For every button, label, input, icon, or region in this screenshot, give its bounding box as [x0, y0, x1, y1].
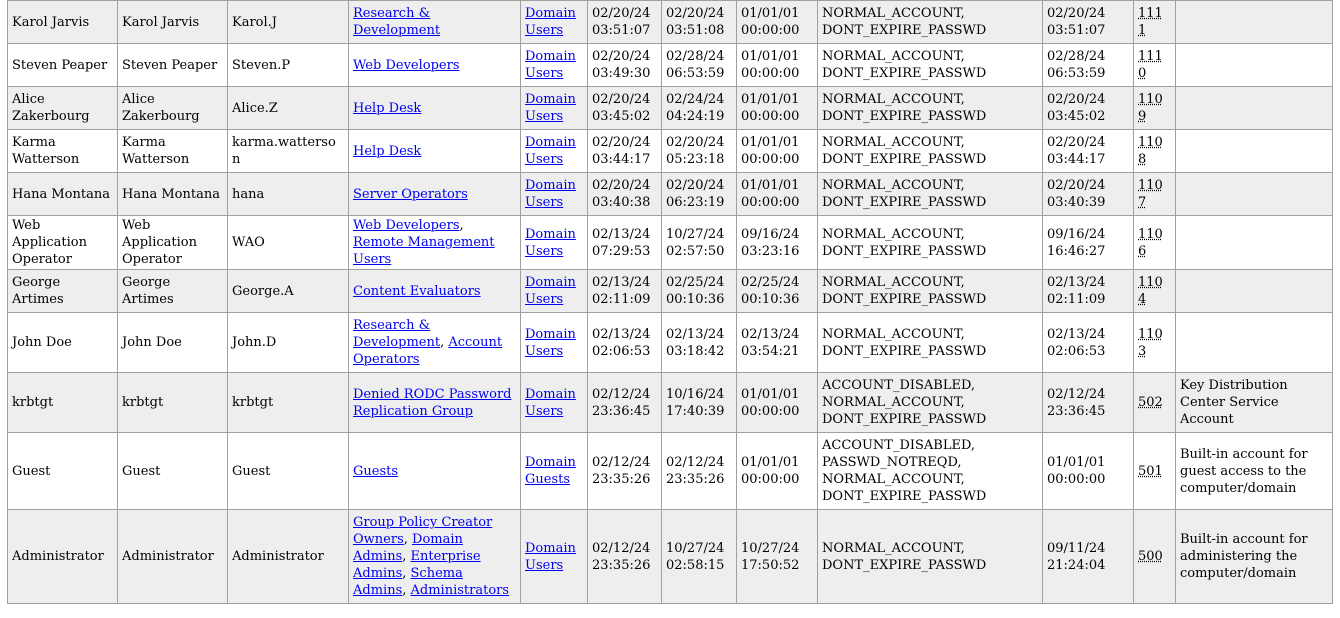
group-link[interactable]: Help Desk [353, 100, 422, 116]
cell-member-of [349, 373, 521, 433]
cell-created: 02/20/24 03:44:17 [588, 130, 662, 173]
primary-group-link[interactable]: Domain Users [525, 49, 576, 81]
cell-pwd-last-set: 02/20/24 03:45:02 [1043, 87, 1134, 130]
cell-changed: 02/24/24 04:24:19 [662, 87, 737, 130]
cell-samaccountname: John.D [228, 313, 349, 373]
cell-pwd-last-set: 09/16/24 16:46:27 [1043, 216, 1134, 270]
cell-last-logon: 01/01/01 00:00:00 [737, 173, 818, 216]
table-row [8, 1, 1333, 44]
cell-cn: Web Application Operator [8, 216, 118, 270]
cell-rid [1134, 130, 1176, 173]
rid-value: 501 [1138, 463, 1163, 479]
cell-description [1176, 130, 1333, 173]
cell-pwd-last-set: 02/28/24 06:53:59 [1043, 44, 1134, 87]
cell-primary-group [521, 433, 588, 510]
cell-member-of: Web Developers, Remote Management Users [349, 216, 521, 270]
cell-samaccountname: hana [228, 173, 349, 216]
rid-value: 500 [1138, 549, 1163, 564]
cell-pwd-last-set: 02/13/24 02:11:09 [1043, 270, 1134, 313]
cell-name: Steven Peaper [118, 44, 228, 87]
rid-value: 1108 [1138, 135, 1163, 167]
cell-primary-group [521, 87, 588, 130]
cell-cn: Guest [8, 433, 118, 510]
cell-samaccountname: Alice.Z [228, 87, 349, 130]
rid-value: 1107 [1138, 178, 1163, 210]
cell-primary-group [521, 373, 588, 433]
cell-member-of [349, 270, 521, 313]
group-link[interactable]: Enterprise Admins [353, 549, 481, 581]
cell-member-of: Group Policy Creator Owners, Domain Admins, Enterprise Admins, Schema Admins, Administrators [349, 510, 521, 604]
cell-flags: ACCOUNT_DISABLED, NORMAL_ACCOUNT, DONT_EXPIRE_PASSWD [818, 373, 1043, 433]
cell-member-of [349, 44, 521, 87]
primary-group-link[interactable]: Domain Users [525, 135, 576, 167]
cell-name: Guest [118, 433, 228, 510]
cell-flags: NORMAL_ACCOUNT, DONT_EXPIRE_PASSWD [818, 1, 1043, 44]
cell-changed: 10/27/24 02:57:50 [662, 216, 737, 270]
cell-primary-group [521, 313, 588, 373]
cell-last-logon: 01/01/01 00:00:00 [737, 87, 818, 130]
cell-description [1176, 44, 1333, 87]
cell-rid [1134, 270, 1176, 313]
cell-cn: Karma Watterson [8, 130, 118, 173]
cell-name: Karol Jarvis [118, 1, 228, 44]
cell-created: 02/12/24 23:35:26 [588, 433, 662, 510]
cell-created: 02/12/24 23:36:45 [588, 373, 662, 433]
group-link[interactable]: Help Desk [353, 143, 422, 159]
primary-group-link[interactable]: Domain Users [525, 275, 576, 307]
cell-changed: 02/20/24 05:23:18 [662, 130, 737, 173]
table-row [8, 216, 1333, 270]
primary-group-link[interactable]: Domain Users [525, 326, 576, 359]
cell-created: 02/13/24 07:29:53 [588, 216, 662, 270]
domain-users-table [7, 0, 1333, 604]
cell-description [1176, 313, 1333, 373]
cell-name: Administrator [118, 510, 228, 604]
cell-rid [1134, 313, 1176, 373]
group-link[interactable]: Remote Management Users [353, 235, 495, 267]
cell-last-logon: 01/01/01 00:00:00 [737, 433, 818, 510]
cell-last-logon: 01/01/01 00:00:00 [737, 1, 818, 44]
cell-rid [1134, 44, 1176, 87]
cell-primary-group [521, 510, 588, 604]
cell-pwd-last-set: 02/20/24 03:44:17 [1043, 130, 1134, 173]
cell-primary-group [521, 130, 588, 173]
cell-rid [1134, 173, 1176, 216]
rid-value: 1110 [1138, 49, 1163, 81]
cell-rid [1134, 373, 1176, 433]
cell-changed: 02/25/24 00:10:36 [662, 270, 737, 313]
cell-primary-group [521, 216, 588, 270]
cell-created: 02/13/24 02:11:09 [588, 270, 662, 313]
table-row [8, 270, 1333, 313]
rid-value: 502 [1138, 395, 1163, 410]
table-row [8, 510, 1333, 604]
group-link[interactable]: Schema Admins [353, 566, 463, 598]
cell-samaccountname: Karol.J [228, 1, 349, 44]
cell-description [1176, 87, 1333, 130]
cell-member-of [349, 433, 521, 510]
cell-last-logon: 01/01/01 00:00:00 [737, 44, 818, 87]
table-body [8, 1, 1333, 604]
cell-pwd-last-set: 02/13/24 02:06:53 [1043, 313, 1134, 373]
primary-group-link[interactable]: Domain Guests [525, 455, 576, 487]
cell-cn: John Doe [8, 313, 118, 373]
cell-pwd-last-set: 02/12/24 23:36:45 [1043, 373, 1134, 433]
group-link[interactable]: Administrators [410, 583, 510, 598]
cell-cn: krbtgt [8, 373, 118, 433]
cell-cn: Alice Zakerbourg [8, 87, 118, 130]
cell-flags: ACCOUNT_DISABLED, PASSWD_NOTREQD, NORMAL_ACCOUNT, DONT_EXPIRE_PASSWD [818, 433, 1043, 510]
cell-last-logon: 01/01/01 00:00:00 [737, 373, 818, 433]
cell-pwd-last-set: 09/11/24 21:24:04 [1043, 510, 1134, 604]
cell-rid [1134, 510, 1176, 604]
cell-samaccountname: krbtgt [228, 373, 349, 433]
primary-group-link[interactable]: Domain Users [525, 540, 576, 573]
cell-description [1176, 1, 1333, 44]
rid-value: 1104 [1138, 275, 1163, 307]
cell-samaccountname: karma.watterson [228, 130, 349, 173]
cell-rid [1134, 87, 1176, 130]
cell-flags: NORMAL_ACCOUNT, DONT_EXPIRE_PASSWD [818, 216, 1043, 270]
cell-changed: 02/12/24 23:35:26 [662, 433, 737, 510]
group-link[interactable]: Server Operators [353, 186, 468, 202]
group-link[interactable]: Denied RODC Password Replication Group [353, 386, 512, 419]
cell-member-of [349, 130, 521, 173]
cell-pwd-last-set: 01/01/01 00:00:00 [1043, 433, 1134, 510]
cell-last-logon: 02/13/24 03:54:21 [737, 313, 818, 373]
cell-created: 02/20/24 03:51:07 [588, 1, 662, 44]
cell-member-of [349, 1, 521, 44]
cell-cn: Administrator [8, 510, 118, 604]
cell-cn: George Artimes [8, 270, 118, 313]
cell-samaccountname: Steven.P [228, 44, 349, 87]
cell-description [1176, 216, 1333, 270]
cell-changed: 10/16/24 17:40:39 [662, 373, 737, 433]
group-link[interactable]: Domain Admins [353, 532, 463, 564]
cell-rid [1134, 433, 1176, 510]
cell-pwd-last-set: 02/20/24 03:51:07 [1043, 1, 1134, 44]
cell-description [1176, 270, 1333, 313]
group-link[interactable]: Content Evaluators [353, 283, 481, 299]
rid-value: 1106 [1138, 226, 1163, 259]
primary-group-link[interactable]: Domain Users [525, 178, 576, 210]
cell-flags: NORMAL_ACCOUNT, DONT_EXPIRE_PASSWD [818, 270, 1043, 313]
cell-description: Key Distribution Center Service Account [1176, 373, 1333, 433]
cell-samaccountname: WAO [228, 216, 349, 270]
table-row [8, 373, 1333, 433]
cell-flags: NORMAL_ACCOUNT, DONT_EXPIRE_PASSWD [818, 87, 1043, 130]
table-row [8, 433, 1333, 510]
cell-flags: NORMAL_ACCOUNT, DONT_EXPIRE_PASSWD [818, 130, 1043, 173]
cell-cn: Karol Jarvis [8, 1, 118, 44]
cell-changed: 02/28/24 06:53:59 [662, 44, 737, 87]
cell-name: John Doe [118, 313, 228, 373]
cell-samaccountname: George.A [228, 270, 349, 313]
group-link[interactable]: Web Developers [353, 57, 460, 73]
cell-changed: 02/13/24 03:18:42 [662, 313, 737, 373]
primary-group-link[interactable]: Domain Users [525, 92, 576, 124]
cell-flags: NORMAL_ACCOUNT, DONT_EXPIRE_PASSWD [818, 173, 1043, 216]
group-link[interactable]: Guests [353, 463, 399, 479]
cell-changed: 02/20/24 03:51:08 [662, 1, 737, 44]
primary-group-link[interactable]: Domain Users [525, 6, 576, 38]
cell-name: krbtgt [118, 373, 228, 433]
cell-created: 02/20/24 03:49:30 [588, 44, 662, 87]
cell-last-logon: 10/27/24 17:50:52 [737, 510, 818, 604]
rid-value: 1111 [1138, 6, 1163, 38]
cell-rid [1134, 216, 1176, 270]
cell-member-of: Research & Development, Account Operators [349, 313, 521, 373]
group-link[interactable]: Group Policy Creator Owners [353, 515, 493, 547]
table-row [8, 44, 1333, 87]
cell-changed: 10/27/24 02:58:15 [662, 510, 737, 604]
cell-primary-group [521, 173, 588, 216]
cell-created: 02/20/24 03:40:38 [588, 173, 662, 216]
cell-rid [1134, 1, 1176, 44]
cell-description [1176, 173, 1333, 216]
table-row [8, 313, 1333, 373]
cell-samaccountname: Administrator [228, 510, 349, 604]
group-link[interactable]: Research & Development [353, 318, 441, 350]
cell-created: 02/12/24 23:35:26 [588, 510, 662, 604]
table-row [8, 173, 1333, 216]
rid-value: 1109 [1138, 92, 1163, 124]
cell-name: George Artimes [118, 270, 228, 313]
cell-flags: NORMAL_ACCOUNT, DONT_EXPIRE_PASSWD [818, 510, 1043, 604]
cell-name: Web Application Operator [118, 216, 228, 270]
group-link[interactable]: Web Developers [353, 218, 460, 233]
cell-created: 02/20/24 03:45:02 [588, 87, 662, 130]
cell-description: Built-in account for administering the computer/domain [1176, 510, 1333, 604]
primary-group-link[interactable]: Domain Users [525, 386, 576, 419]
cell-flags: NORMAL_ACCOUNT, DONT_EXPIRE_PASSWD [818, 44, 1043, 87]
cell-pwd-last-set: 02/20/24 03:40:39 [1043, 173, 1134, 216]
cell-changed: 02/20/24 06:23:19 [662, 173, 737, 216]
cell-samaccountname: Guest [228, 433, 349, 510]
primary-group-link[interactable]: Domain Users [525, 226, 576, 259]
cell-description: Built-in account for guest access to the computer/domain [1176, 433, 1333, 510]
cell-name: Karma Watterson [118, 130, 228, 173]
cell-name: Alice Zakerbourg [118, 87, 228, 130]
table-row [8, 87, 1333, 130]
cell-last-logon: 01/01/01 00:00:00 [737, 130, 818, 173]
group-link[interactable]: Account Operators [353, 335, 503, 367]
cell-last-logon: 02/25/24 00:10:36 [737, 270, 818, 313]
cell-name: Hana Montana [118, 173, 228, 216]
cell-created: 02/13/24 02:06:53 [588, 313, 662, 373]
cell-cn: Hana Montana [8, 173, 118, 216]
cell-primary-group [521, 270, 588, 313]
table-row [8, 130, 1333, 173]
cell-last-logon: 09/16/24 03:23:16 [737, 216, 818, 270]
cell-primary-group [521, 44, 588, 87]
group-link[interactable]: Research & Development [353, 6, 441, 38]
cell-flags: NORMAL_ACCOUNT, DONT_EXPIRE_PASSWD [818, 313, 1043, 373]
cell-member-of [349, 87, 521, 130]
cell-member-of [349, 173, 521, 216]
rid-value: 1103 [1138, 326, 1163, 359]
cell-primary-group [521, 1, 588, 44]
cell-cn: Steven Peaper [8, 44, 118, 87]
